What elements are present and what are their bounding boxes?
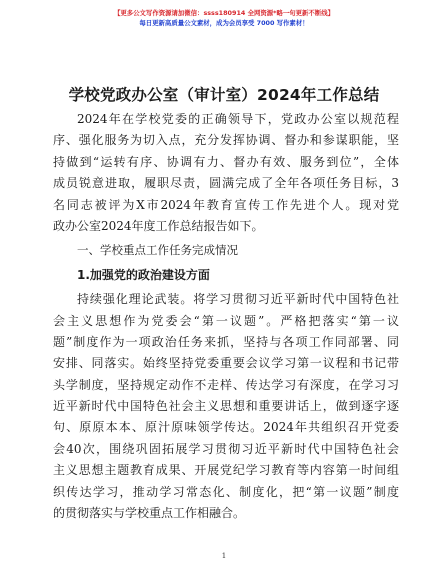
promo-banner [0, 8, 448, 28]
intro-line: 成员锐意进取，履职尽责，圆满完成了全年各项任务目标，3 [53, 176, 399, 191]
paragraph-line: 的贯彻落实与学校重点工作相融合。 [53, 506, 246, 521]
intro-line: 名同志被评为X市2024年教育宣传工作先进个人。现对党 [53, 197, 399, 212]
subsection-heading: 1.加强党的政治建设方面 [77, 267, 210, 282]
section-heading: 一、学校重点工作任务完成情况 [77, 243, 238, 258]
paragraph-line: 安排、同落实。始终坚持党委重要会议学习第一议程和书记带 [53, 356, 399, 371]
paragraph-line: 持续强化理论武装。将学习贯彻习近平新时代中国特色社 [77, 292, 399, 307]
intro-line: 2024年在学校党委的正确领导下，党政办公室以规范程 [77, 112, 399, 126]
paragraph-line: 句、原原本本、原汁原味领学传达。2024年共组织召开党委 [53, 420, 399, 435]
paragraph-line: 题”制度作为一项政治任务来抓，坚持与各项工作同部署、同 [53, 334, 399, 349]
promo-banner-line-1: 【更多公文写作资源请加微信：ssss180914 全网资源*略一句更新不断线】 [113, 9, 334, 17]
document-body [53, 109, 399, 524]
paragraph-line: 会主义思想作为党委会“第一议题”。严格把落实“第一议 [53, 313, 399, 328]
intro-line: 持做到“运转有序、协调有力、督办有效、服务到位”，全体 [53, 154, 399, 169]
page-number: 1 [221, 552, 227, 560]
intro-line: 序、强化服务为切入点，充分发挥协调、督办和参谋职能，坚 [53, 133, 399, 148]
paragraph-line: 头学制度，坚持规定动作不走样、传达学习有深度，在学习习 [53, 377, 399, 392]
paragraph-line: 主义思想主题教育成果、开展党纪学习教育等内容第一时间组 [53, 463, 399, 478]
document-title: 学校党政办公室（审计室）2024年工作总结 [68, 86, 380, 104]
paragraph-line: 近平新时代中国特色社会主义思想和重要讲话上，做到逐字逐 [53, 399, 399, 414]
promo-banner-line-2: 每日更新高质量公文素材，成为会员享受 7000 写作素材！ [139, 19, 309, 27]
paragraph-line: 会40次，围绕巩固拓展学习贯彻习近平新时代中国特色社会 [53, 441, 399, 456]
intro-line: 政办公室2024年度工作总结报告如下。 [53, 218, 264, 233]
paragraph-line: 织传达学习，推动学习常态化、制度化，把“第一议题”制度 [53, 484, 399, 499]
